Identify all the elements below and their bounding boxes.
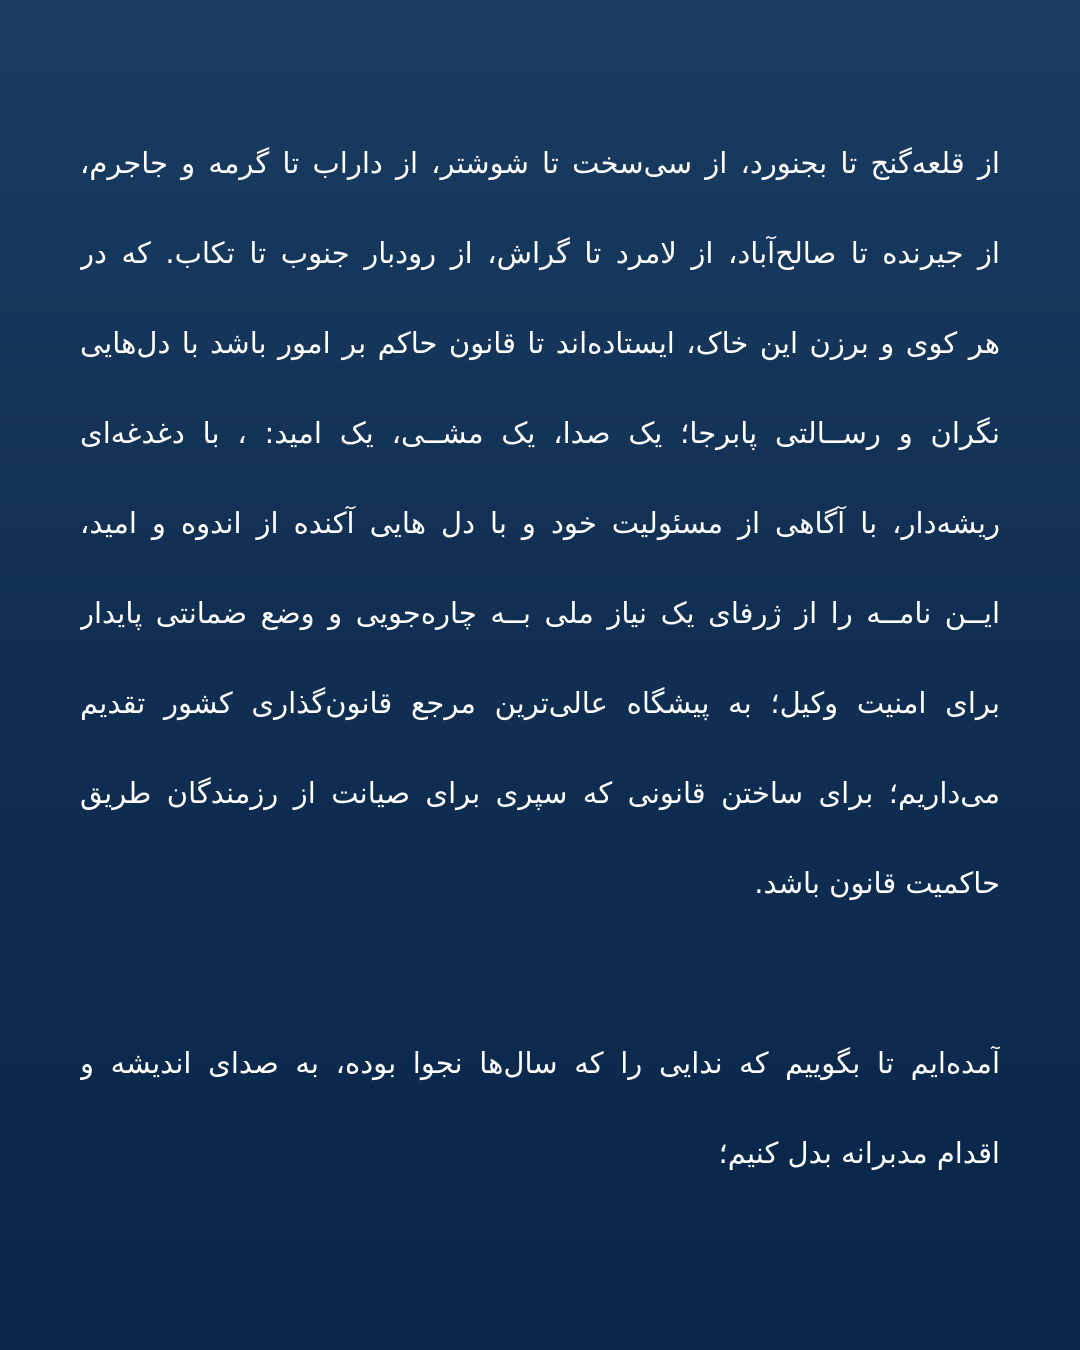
paragraph-1-line-3: هر کوی و برزن این خاک، ایستاده‌اند تا قانون حاکم بر امور باشد با دل‌هایی — [80, 326, 1000, 360]
paragraph-1-line-9: حاکمیت قانون باشد. — [754, 866, 1000, 900]
paragraph-2-line-2: اقدام مدبرانه بدل کنیم؛ — [718, 1136, 1000, 1170]
paragraph-1-line-7: برای امنیت وکیل؛ به پیشگاه عالی‌ترین مرجع قانون‌گذاری کشور تقدیم — [80, 686, 1000, 720]
paragraph-1-line-2: از جیرنده تا صالح‌آباد، از لامرد تا گراش، از رودبار جنوب تا تکاب. که در — [80, 236, 1000, 270]
paragraph-1-line-6: ایــن نامــه را از ژرفای یک نیاز ملی بــه چاره‌جویی و وضع ضمانتی پایدار — [80, 596, 1000, 630]
paragraph-2-line-1: آمده‌ایم تا بگوییم که ندایی را که سال‌ها نجوا بوده، به صدای اندیشه و — [80, 1046, 1000, 1080]
paragraph-1 — [80, 118, 1000, 928]
paragraph-2 — [80, 1018, 1000, 1198]
paragraph-1-line-1: از قلعه‌گنج تا بجنورد، از سی‌سخت تا شوشتر، از داراب تا گرمه و جاجرم، — [80, 146, 1000, 180]
paragraph-1-line-4: نگران و رســالتی پابرجا؛ یک صدا، یک مشــی، یک امید: ، با دغدغه‌ای — [80, 416, 1000, 450]
paragraph-spacer — [80, 928, 1000, 1018]
paragraph-1-line-5: ریشه‌دار، با آگاهی از مسئولیت خود و با دل هایی آکنده از اندوه و امید، — [80, 506, 1000, 540]
paragraph-1-line-8: می‌داریم؛ برای ساختن قانونی که سپری برای صیانت از رزمندگان طریق — [80, 776, 1000, 810]
